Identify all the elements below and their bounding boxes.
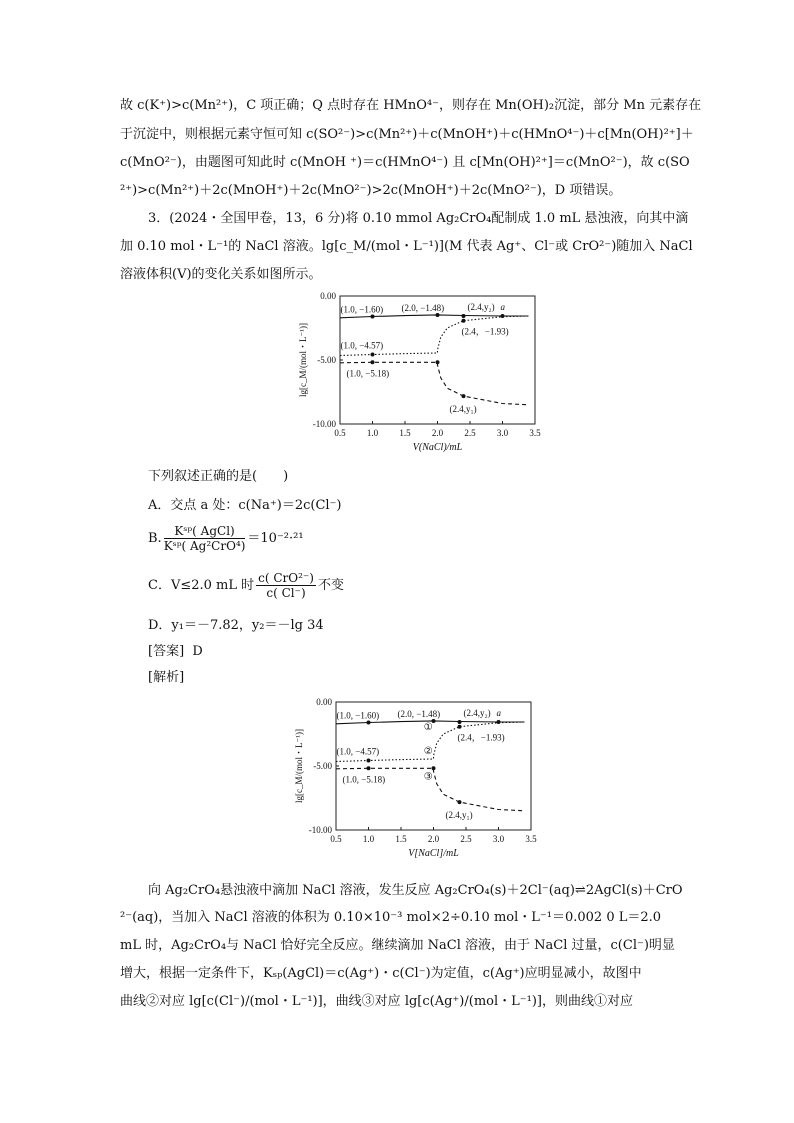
x-tick-label: 3.0 — [496, 428, 509, 438]
option-c-numerator: c( CrO²⁻) — [258, 571, 314, 585]
question-line1: 3．(2024・全国甲卷，13，6 分)将 0.10 mmol Ag₂CrO₄配制成 1.0 mL 悬浊液，向其中滴 — [148, 211, 689, 226]
x-tick-label: 0.5 — [330, 834, 342, 844]
analysis-line2: ²⁻(aq)，当加入 NaCl 溶液的体积为 0.10×10⁻³ mol×2÷0.10 mol・L⁻¹＝0.002 0 L＝2.0 — [120, 910, 662, 925]
option-a: A．交点 a 处：c(Na⁺)＝2c(Cl⁻) — [148, 498, 342, 513]
x-tick-label: 1.5 — [395, 834, 407, 844]
point-label: (1.0, −5.18) — [346, 368, 390, 379]
y-tick-label: 0.00 — [316, 697, 332, 707]
option-b-fraction — [164, 524, 246, 553]
answer-label: [答案] — [148, 644, 185, 659]
x-tick-label: 1.0 — [366, 428, 379, 438]
data-point — [432, 766, 436, 770]
analysis-line1: 向 Ag₂CrO₄悬浊液中滴加 NaCl 溶液，发生反应 Ag₂CrO₄(s)＋2Cl⁻(aq)⇌2AgCl(s)＋CrO — [148, 883, 683, 898]
data-point — [371, 360, 375, 364]
point-label: (2.4,y₂) — [467, 301, 495, 312]
answer — [148, 643, 203, 661]
point-label: a — [496, 707, 501, 718]
data-point — [436, 360, 440, 364]
curve-label: ① — [423, 722, 433, 734]
y-tick-label: -5.00 — [313, 761, 332, 771]
data-point — [458, 725, 462, 729]
x-axis-label: V[NaCl]/mL — [408, 848, 459, 859]
option-d: D．y₁＝－7.82，y₂＝－lg 34 — [148, 618, 324, 633]
data-point — [367, 766, 371, 770]
analysis-line3: mL 时，Ag₂CrO₄与 NaCl 恰好完全反应。继续滴加 NaCl 溶液，由于 NaCl 过量，c(Cl⁻)明显 — [120, 938, 675, 953]
x-tick-label: 0.5 — [334, 428, 346, 438]
point-label: (1.0, −4.57) — [336, 746, 380, 757]
x-tick-label: 2.5 — [464, 428, 476, 438]
y-axis-label: lg[c_M/(mol・L⁻¹)] — [294, 729, 304, 803]
data-point — [497, 720, 501, 724]
y-tick-label: -10.00 — [312, 419, 336, 429]
option-c-suffix: 不变 — [317, 578, 344, 593]
answer-value: D — [192, 644, 203, 659]
point-label: (1.0, −4.57) — [340, 340, 384, 351]
option-c-fraction — [256, 571, 316, 600]
point-label: (2.4,y₁) — [445, 810, 473, 821]
data-point — [371, 314, 375, 318]
point-label: (2.4,y₁) — [449, 404, 477, 415]
y-tick-label: -5.00 — [317, 355, 336, 365]
chart-2 — [276, 694, 546, 866]
point-label: (1.0, −1.60) — [340, 304, 384, 315]
analysis-line4: 增大，根据一定条件下，Kₛₚ(AgCl)＝c(Ag⁺)・c(Cl⁻)为定值，c(Ag⁺)应明显减小，故图中 — [120, 966, 642, 981]
point-label: (2.4，−1.93) — [457, 732, 505, 743]
point-label: (1.0, −1.60) — [336, 710, 380, 721]
para1-line4: ²⁺)>c(Mn²⁺)＋2c(MnOH⁺)＋2c(MnO²⁻)>2c(MnOH⁺)＋2c(MnO²⁻)，D 项错误。 — [120, 183, 622, 198]
point-label: (2.4,y₂) — [463, 707, 491, 718]
option-b-denominator: Kˢᵖ( Ag²CrO⁴) — [163, 539, 246, 553]
option-b-prefix: B. — [148, 531, 162, 546]
option-b — [148, 524, 304, 553]
x-tick-label: 2.0 — [427, 834, 440, 844]
option-c — [148, 571, 344, 600]
data-point — [458, 720, 462, 724]
option-c-prefix: C．V≤2.0 mL 时 — [148, 578, 255, 593]
x-tick-label: 1.0 — [362, 834, 375, 844]
option-b-numerator: Kˢᵖ( AgCl) — [164, 524, 246, 539]
data-point — [462, 394, 466, 398]
y-axis-label: lg[c_M/(mol・L⁻¹)] — [298, 323, 308, 397]
data-point — [367, 758, 371, 762]
analysis-line5: 曲线②对应 lg[c(Cl⁻)/(mol・L⁻¹)]，曲线③对应 lg[c(Ag⁺)/(mol・L⁻¹)]，则曲线①对应 — [120, 994, 633, 1009]
question-line2: 加 0.10 mol・L⁻¹的 NaCl 溶液。lg[c_M/(mol・L⁻¹)](M 代表 Ag⁺、Cl⁻或 CrO²⁻)随加入 NaCl — [120, 239, 693, 254]
curve-label: ② — [423, 745, 433, 757]
para1-line1: 故 c(K⁺)>c(Mn²⁺)，C 项正确；Q 点时存在 HMnO⁴⁻，则存在 Mn(OH)₂沉淀，部分 Mn 元素存在 — [120, 98, 702, 113]
analysis-label: [解析] — [148, 670, 185, 685]
point-label: (2.0, −1.48) — [401, 302, 445, 313]
y-tick-label: -10.00 — [308, 825, 332, 835]
data-point — [462, 314, 466, 318]
option-c-denominator: c( Cl⁻) — [266, 586, 306, 600]
point-label: (2.0, −1.48) — [397, 708, 441, 719]
question-line3: 溶液体积(V)的变化关系如图所示。 — [120, 267, 322, 282]
point-label: (2.4，−1.93) — [461, 326, 509, 337]
data-point — [458, 800, 462, 804]
option-b-suffix: ＝10⁻²·²¹ — [247, 531, 304, 546]
data-point — [462, 319, 466, 323]
point-label: a — [500, 301, 505, 312]
para1-line2: 于沉淀中，则根据元素守恒可知 c(SO²⁻)>c(Mn²⁺)＋c(MnOH⁺)＋c(HMnO⁴⁻)＋c[Mn(OH)²⁺]＋ — [120, 127, 694, 142]
data-point — [436, 313, 440, 317]
data-point — [501, 314, 505, 318]
x-tick-label: 2.0 — [431, 428, 444, 438]
para1-line3: c(MnO²⁻)，由题图可知此时 c(MnOH ⁺)＝c(HMnO⁴⁻) 且 c[Mn(OH)²⁺]＝c(MnO²⁻)，故 c(SO — [120, 155, 690, 170]
point-label: (1.0, −5.18) — [342, 774, 386, 785]
x-tick-label: 3.0 — [492, 834, 505, 844]
y-tick-label: 0.00 — [320, 291, 336, 301]
curve-label: ③ — [423, 771, 433, 783]
x-tick-label: 3.5 — [529, 428, 541, 438]
x-tick-label: 2.5 — [460, 834, 472, 844]
x-tick-label: 1.5 — [399, 428, 411, 438]
data-point — [367, 720, 371, 724]
chart-1 — [280, 288, 550, 460]
x-tick-label: 3.5 — [525, 834, 537, 844]
data-point — [371, 352, 375, 356]
question-prompt: 下列叙述正确的是( ) — [148, 469, 289, 484]
x-axis-label: V(NaCl)/mL — [412, 442, 463, 453]
